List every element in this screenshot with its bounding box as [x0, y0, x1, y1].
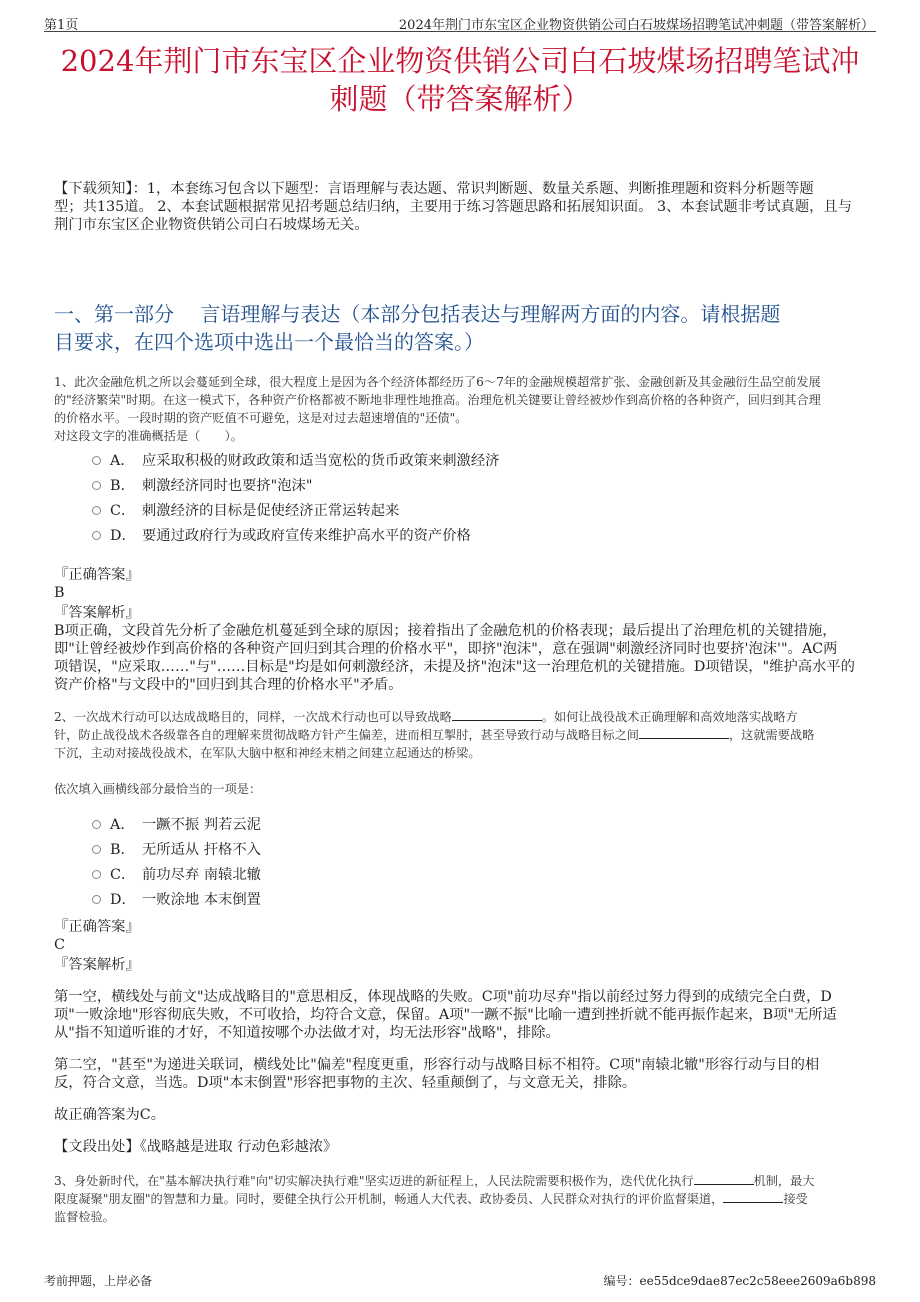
- notice-line-2: 型；共135道。 2、本套试题根据常见招考题总结归纳，主要用于练习答题思路和拓展知识面。 3、本套试题非考试真题，且与: [54, 199, 853, 215]
- q1-stem-line-1: 1、此次金融危机之所以会蔓延到全球，很大程度上是因为各个经济体都经历了6～7年的金融规模超常扩张、金融创新及其金融衍生品空前发展: [54, 375, 821, 389]
- option-text: 刺激经济的目标是促使经济正常运转起来: [142, 503, 400, 519]
- q1-option-b[interactable]: [92, 475, 312, 495]
- document-title: [40, 42, 880, 118]
- option-letter: A．: [110, 817, 135, 833]
- q2-stem-line-2: 针，防止战役战术各级靠各自的理解来贯彻战略方针产生偏差，进而相互掣肘，甚至导致行动与战略目标之间 ，这就需要战略: [54, 728, 815, 742]
- radio-icon[interactable]: [92, 456, 101, 465]
- notice-line-1: 【下载须知】：1，本套练习包含以下题型：言语理解与表达题、常识判断题、数量关系题、判断推理题和资料分析题等题: [54, 181, 814, 197]
- q1-stem-line-2: 的"经济繁荣"时期。在这一模式下，各种资产价格都被不断地非理性地推高。治理危机关键要让曾经被炒作到高价格的各种资产，回归到其合理: [54, 393, 821, 407]
- radio-icon[interactable]: [92, 845, 101, 854]
- option-letter: C．: [110, 503, 136, 519]
- q1-stem-line-3: 的价格水平。一段时期的资产贬值不可避免，这是对过去超速增值的"还债"。: [54, 411, 468, 425]
- q2-source: 【文段出处】《战略越是进取 行动色彩越浓》: [54, 1139, 338, 1155]
- q1-option-d[interactable]: [92, 525, 471, 545]
- option-text: 要通过政府行为或政府宣传来维护高水平的资产价格: [142, 528, 471, 544]
- section-heading: [54, 300, 864, 356]
- running-title: 2024年荆门市东宝区企业物资供销公司白石坡煤场招聘笔试冲刺题（带答案解析）: [398, 18, 874, 33]
- footer-code: 编号：ee55dce9dae87ec2c58eee2609a6b898: [603, 1274, 876, 1288]
- q2-analysis-label: 『答案解析』: [54, 957, 140, 973]
- q3-stem-line-3: 监督检验。: [54, 1210, 115, 1224]
- radio-icon[interactable]: [92, 870, 101, 879]
- option-letter: D．: [110, 528, 136, 544]
- q1-analysis-line-1: B项正确，文段首先分析了金融危机蔓延到全球的原因；接着指出了金融危机的价格表现；最后提出了治理危机的关键措施，: [54, 623, 837, 639]
- question-2-stem: [54, 708, 884, 762]
- question-3-stem: [54, 1172, 884, 1226]
- fill-blank[interactable]: [452, 709, 542, 721]
- q1-prompt: 对这段文字的准确概括是（ ）。: [54, 429, 243, 443]
- option-text: 一败涂地 本末倒置: [142, 892, 261, 908]
- footer-slogan: 考前押题，上岸必备: [44, 1274, 153, 1288]
- q1-analysis-line-2: 即"让曾经被炒作到高价格的各种资产回归到其合理的价格水平"，即挤"泡沫"，意在强调"刺激经济同时也要挤'泡沫'"。AC两: [54, 641, 838, 657]
- q3-stem-line-1: 3、身处新时代，在"基本解决执行难"向"切实解决执行难"坚实迈进的新征程上，人民法院需要积极作为，迭代优化执行 机制，最大: [54, 1174, 815, 1188]
- question-1-stem: [54, 373, 884, 445]
- q2-answer: C: [54, 937, 65, 953]
- option-text: 前功尽弃 南辕北辙: [142, 867, 261, 883]
- option-letter: C．: [110, 867, 136, 883]
- q1-option-c[interactable]: [92, 500, 399, 520]
- radio-icon[interactable]: [92, 506, 101, 515]
- option-letter: B．: [110, 842, 135, 858]
- option-letter: B．: [110, 478, 135, 494]
- q2-option-a[interactable]: [92, 814, 261, 834]
- download-notice: [54, 180, 874, 234]
- option-text: 一蹶不振 判若云泥: [142, 817, 261, 833]
- q1-analysis: [54, 622, 874, 694]
- section-heading-line-2: 目要求，在四个选项中选出一个最恰当的答案。）: [54, 330, 484, 354]
- q1-analysis-line-3: 项错误，"应采取……"与"……目标是"均是如何刺激经济，未提及挤"泡沫"这一治理危机的关键措施。D项错误，"维护高水平的: [54, 659, 855, 675]
- q3-stem-line-2: 限度凝聚"朋友圈"的智慧和力量。同时，要健全执行公开机制，畅通人大代表、政协委员、人民群众对执行的评价监督渠道， 接受: [54, 1192, 808, 1206]
- radio-icon[interactable]: [92, 481, 101, 490]
- q2-option-c[interactable]: [92, 864, 261, 884]
- fill-blank[interactable]: [639, 727, 729, 739]
- q2-analysis-para-1: 第一空，横线处与前文"达成战略目的"意思相反，体现战略的失败。C项"前功尽弃"指以前经过努力得到的成绩完全白费，D 项"一败涂地"形容彻底失败，不可收拾，均符合文意，保留。A项"一蹶不振"比喻一遭到挫折就不能再振作起来，B项"无所适 从"指不知道听谁的才好，不知道按哪个办法做才对，均无法形容"战略"，排除。: [54, 989, 837, 1041]
- fill-blank[interactable]: [694, 1173, 754, 1185]
- q2-stem-line-1: 2、一次战术行动可以达成战略目的，同样，一次战术行动也可以导致战略 。如何让战役战术正确理解和高效地落实战略方: [54, 710, 798, 724]
- page-number: 第1页: [44, 18, 79, 33]
- option-text: 应采取积极的财政政策和适当宽松的货币政策来刺激经济: [142, 453, 500, 469]
- q1-analysis-line-4: 资产价格"与文段中的"回归到其合理的价格水平"矛盾。: [54, 677, 403, 693]
- radio-icon[interactable]: [92, 895, 101, 904]
- q2-prompt: 依次填入画横线部分最恰当的一项是：: [54, 782, 262, 796]
- fill-blank[interactable]: [723, 1191, 783, 1203]
- q2-option-b[interactable]: [92, 839, 261, 859]
- section-heading-line-1: 一、第一部分 言语理解与表达（本部分包括表达与理解两方面的内容。请根据题: [54, 302, 781, 326]
- option-letter: D．: [110, 892, 136, 908]
- q1-option-a[interactable]: [92, 450, 499, 470]
- q2-answer-label: 『正确答案』: [54, 919, 140, 935]
- q2-stem-line-3: 下沉，主动对接战役战术，在军队大脑中枢和神经末梢之间建立起通达的桥梁。: [54, 746, 481, 760]
- title-line-1: 2024年荆门市东宝区企业物资供销公司白石坡煤场招聘笔试冲: [60, 44, 860, 78]
- radio-icon[interactable]: [92, 531, 101, 540]
- header-divider: [44, 31, 876, 32]
- q1-analysis-label: 『答案解析』: [54, 605, 140, 621]
- q1-answer-label: 『正确答案』: [54, 567, 140, 583]
- q2-analysis-para-2: 第二空，"甚至"为递进关联词，横线处比"偏差"程度更重，形容行动与战略目标不相符。C项"南辕北辙"形容行动与目的相 反，符合文意，当选。D项"本末倒置"形容把事物的主次、轻重颠倒了，与文意无关，排除。: [54, 1057, 820, 1091]
- q2-conclusion: 故正确答案为C。: [54, 1107, 166, 1123]
- notice-line-3: 荆门市东宝区企业物资供销公司白石坡煤场无关。: [54, 217, 369, 233]
- q1-answer: B: [54, 585, 65, 601]
- q2-option-d[interactable]: [92, 889, 261, 909]
- option-letter: A．: [110, 453, 135, 469]
- option-text: 刺激经济同时也要挤"泡沫": [142, 478, 313, 494]
- title-line-2: 刺题（带答案解析）: [329, 82, 591, 116]
- option-text: 无所适从 扞格不入: [142, 842, 261, 858]
- radio-icon[interactable]: [92, 820, 101, 829]
